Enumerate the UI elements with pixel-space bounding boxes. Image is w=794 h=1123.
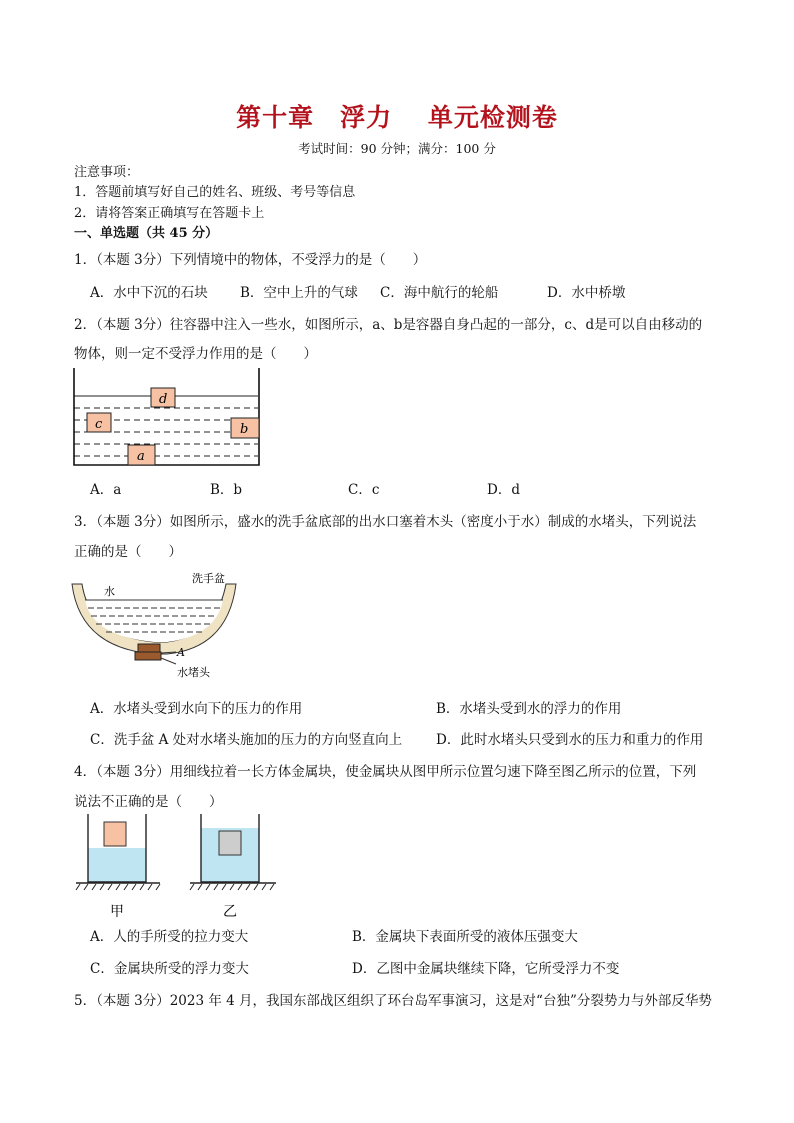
page-title: 第十章 浮力 单元检测卷 — [236, 103, 558, 132]
q4-beaker-figure — [70, 812, 282, 922]
label-jia: 甲 — [110, 904, 124, 920]
q1-option-a[interactable]: A．水中下沉的石块 — [90, 285, 208, 301]
q4-option-b[interactable]: B．金属块下表面所受的液体压强变大 — [352, 929, 578, 945]
label-b: b — [240, 422, 249, 437]
question-3-stem-line1: 3．（本题 3分）如图所示，盛水的洗手盆底部的出水口塞着木头（密度小于水）制成的水堵头，下列说法 — [74, 514, 697, 530]
label-a: a — [137, 449, 145, 464]
q2-option-a[interactable]: A．a — [90, 482, 122, 498]
question-2-stem-line1: 2．（本题 3分）往容器中注入一些水，如图所示，a、b是容器自身凸起的一部分，c、d是可以自由移动的 — [74, 317, 703, 333]
q1-option-b[interactable]: B．空中上升的气球 — [240, 285, 358, 301]
question-5-stem-line1: 5．（本题 3分）2023 年 4 月，我国东部战区组织了环台岛军事演习，这是对“台独”分裂势力与外部反华势 — [74, 993, 712, 1009]
q4-option-a[interactable]: A．人的手所受的拉力变大 — [90, 929, 249, 945]
q3-option-c[interactable]: C．洗手盆 A 处对水堵头施加的压力的方向竖直向上 — [90, 732, 403, 748]
q3-option-a[interactable]: A．水堵头受到水向下的压力的作用 — [90, 701, 303, 717]
section-heading: 一、单选题（共 45 分） — [74, 226, 219, 241]
note-item-1: 1．答题前填写好自己的姓名、班级、考号等信息 — [74, 185, 356, 200]
q2-option-b[interactable]: B．b — [210, 482, 243, 498]
exam-info: 考试时间：90 分钟；满分：100 分 — [298, 141, 496, 156]
note-item-2: 2．请将答案正确填写在答题卡上 — [74, 206, 265, 221]
label-point-a: A — [177, 646, 185, 659]
question-4-stem-line2: 说法不正确的是（ ） — [74, 794, 223, 810]
q2-option-c[interactable]: C．c — [348, 482, 380, 498]
label-plug: 水堵头 — [177, 666, 210, 679]
label-basin: 洗手盆 — [192, 572, 225, 585]
label-yi: 乙 — [223, 904, 237, 920]
question-2-stem-line2: 物体，则一定不受浮力作用的是（ ） — [74, 346, 317, 362]
q4-option-d[interactable]: D．乙图中金属块继续下降，它所受浮力不变 — [352, 961, 620, 977]
metal-block-jia — [104, 822, 126, 846]
q3-basin-figure — [66, 566, 250, 684]
metal-block-yi — [219, 831, 241, 855]
q4-option-c[interactable]: C．金属块所受的浮力变大 — [90, 961, 249, 977]
q3-option-d[interactable]: D．此时水堵头只受到水的压力和重力的作用 — [436, 732, 704, 748]
q3-option-b[interactable]: B．水堵头受到水的浮力的作用 — [436, 701, 622, 717]
label-water: 水 — [104, 585, 115, 598]
q2-option-d[interactable]: D．d — [487, 482, 520, 498]
label-c: c — [95, 417, 103, 432]
question-4-stem-line1: 4．（本题 3分）用细线拉着一长方体金属块，使金属块从图甲所示位置匀速下降至图乙所示的位置，下列 — [74, 764, 697, 780]
label-d: d — [159, 392, 168, 407]
q1-option-c[interactable]: C．海中航行的轮船 — [380, 285, 499, 301]
notes-heading: 注意事项： — [74, 165, 140, 180]
question-3-stem-line2: 正确的是（ ） — [74, 544, 182, 560]
q2-container-figure — [70, 366, 266, 470]
question-1-stem: 1．（本题 3分）下列情境中的物体，不受浮力的是（ ） — [74, 252, 427, 268]
q1-option-d[interactable]: D．水中桥墩 — [547, 285, 626, 301]
